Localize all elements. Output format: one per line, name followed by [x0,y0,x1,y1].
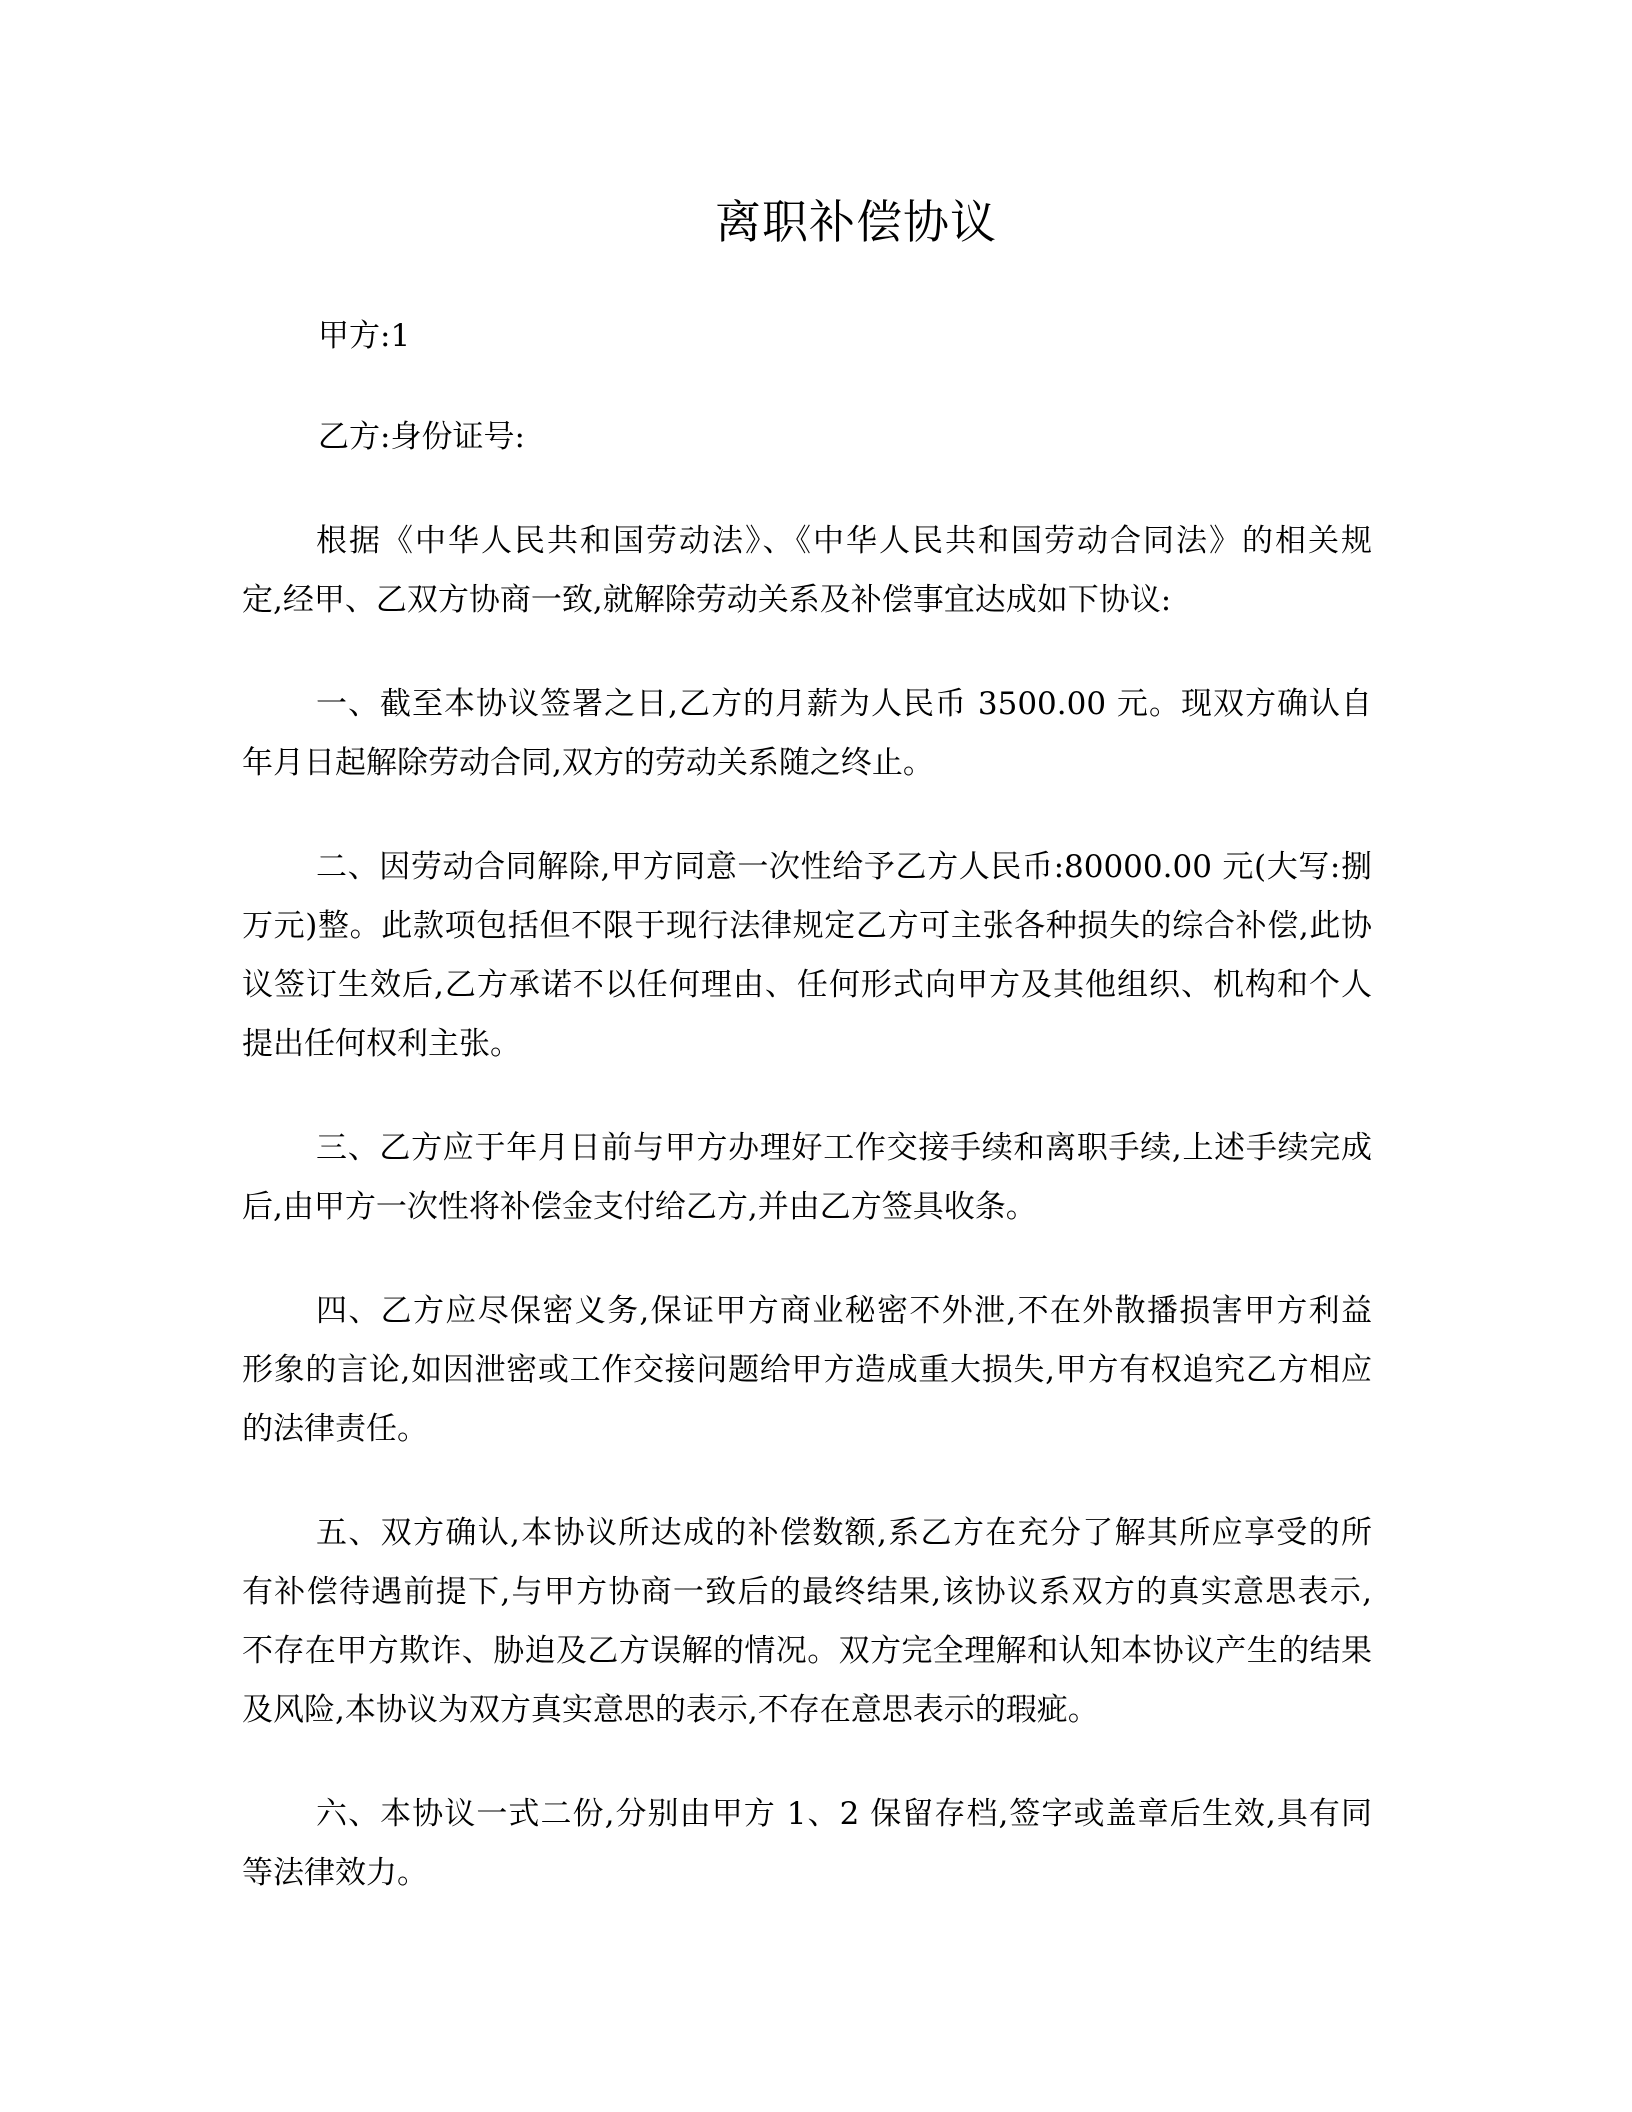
document-title: 离职补偿协议 [715,195,997,249]
paragraph-line: 三、乙方应于年月日前与甲方办理好工作交接手续和离职手续,上述手续完成 [316,1130,1372,1166]
paragraph-line: 形象的言论,如因泄密或工作交接问题给甲方造成重大损失,甲方有权追究乙方相应 [242,1352,1372,1388]
party-a-line: 甲方:1 [318,318,411,354]
paragraph-line: 不存在甲方欺诈、胁迫及乙方误解的情况。双方完全理解和认知本协议产生的结果 [242,1633,1372,1669]
paragraph-line: 年月日起解除劳动合同,双方的劳动关系随之终止。 [242,745,934,781]
paragraph-line: 一、截至本协议签署之日,乙方的月薪为人民币 3500.00 元。现双方确认自 [316,686,1372,722]
paragraph-line: 后,由甲方一次性将补偿金支付给乙方,并由乙方签具收条。 [242,1189,1037,1225]
paragraph-line: 议签订生效后,乙方承诺不以任何理由、任何形式向甲方及其他组织、机构和个人 [242,967,1372,1003]
paragraph-line: 定,经甲、乙双方协商一致,就解除劳动关系及补偿事宜达成如下协议: [242,582,1172,618]
paragraph-line: 等法律效力。 [242,1855,428,1891]
paragraph-line: 万元)整。此款项包括但不限于现行法律规定乙方可主张各种损失的综合补偿,此协 [242,908,1372,944]
paragraph-line: 根据《中华人民共和国劳动法》、《中华人民共和国劳动合同法》的相关规 [316,523,1372,559]
paragraph-line: 六、本协议一式二份,分别由甲方 1、2 保留存档,签字或盖章后生效,具有同 [316,1796,1372,1832]
paragraph-line: 有补偿待遇前提下,与甲方协商一致后的最终结果,该协议系双方的真实意思表示, [242,1574,1372,1610]
paragraph-line: 的法律责任。 [242,1411,428,1447]
paragraph-line: 二、因劳动合同解除,甲方同意一次性给予乙方人民币:80000.00 元(大写:捌 [316,849,1372,885]
paragraph-line: 及风险,本协议为双方真实意思的表示,不存在意思表示的瑕疵。 [242,1692,1099,1728]
paragraph-line: 四、乙方应尽保密义务,保证甲方商业秘密不外泄,不在外散播损害甲方利益 [316,1293,1372,1329]
paragraph-line: 五、双方确认,本协议所达成的补偿数额,系乙方在充分了解其所应享受的所 [316,1515,1372,1551]
paragraph-line: 提出任何权利主张。 [242,1026,521,1062]
party-b-line: 乙方:身份证号: [318,419,525,455]
